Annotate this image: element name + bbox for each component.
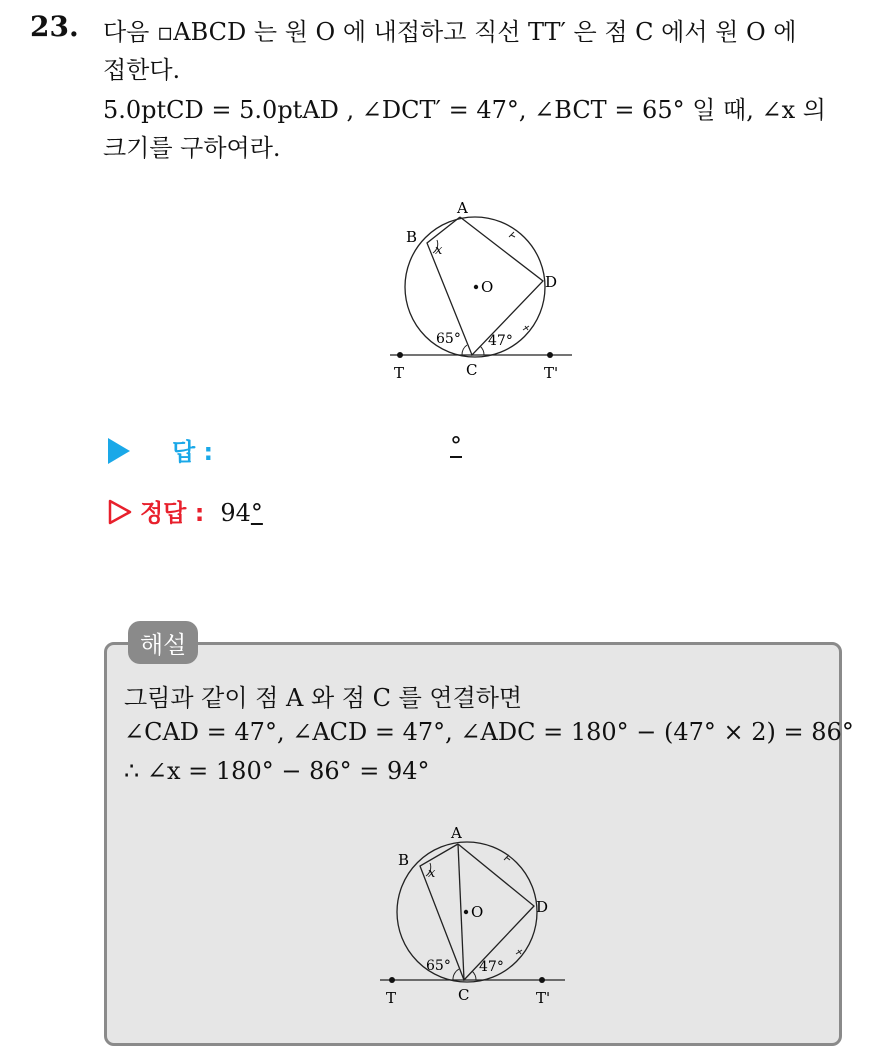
label2-t: T (386, 989, 397, 1007)
question-text-line4: 크기를 구하여라. (103, 134, 281, 162)
label2-o: O (471, 903, 484, 921)
label-x: x (435, 243, 443, 258)
explanation-line2: ∠CAD = 47°, ∠ACD = 47°, ∠ADC = 180° − (47° × 2) = 86° (124, 718, 854, 746)
question-figure (380, 195, 580, 385)
correct-answer-row (108, 493, 263, 528)
label-d: D (545, 273, 558, 291)
segment-ac (458, 844, 464, 980)
label-c: C (466, 361, 478, 379)
label2-a: A (451, 824, 462, 842)
answer-unit: ° (450, 432, 462, 460)
question-text-line1: 다음 ▫ABCD 는 원 O 에 내접하고 직선 TT′ 은 점 C 에서 원 O 에 (103, 18, 797, 46)
explanation-line3: ∴ ∠x = 180° − 86° = 94° (124, 757, 430, 785)
play-icon (108, 438, 130, 464)
correct-label: 정답 : (140, 499, 205, 527)
answer-label: 답 : (172, 438, 214, 466)
explanation-line1: 그림과 같이 점 A 와 점 C 를 연결하면 (124, 684, 523, 712)
label2-c: C (458, 986, 470, 1004)
correct-value: 94° (220, 499, 263, 527)
label-a: A (457, 199, 468, 217)
label-o: O (481, 278, 494, 296)
label2-d: D (536, 898, 549, 916)
explanation-tag: 해설 (128, 621, 198, 664)
question-number: 23. (30, 10, 79, 43)
label-65: 65° (436, 331, 461, 347)
answer-row (108, 432, 213, 467)
question-text-line2: 접한다. (103, 56, 181, 84)
label2-b: B (398, 851, 410, 869)
label-t: T (394, 364, 405, 382)
explanation-figure (370, 818, 570, 1008)
label2-47: 47° (479, 959, 504, 975)
label-b: B (406, 228, 418, 246)
outline-play-icon (108, 499, 132, 525)
label-47: 47° (488, 333, 513, 349)
label2-x: x (428, 866, 436, 881)
label2-t-prime: T' (536, 989, 551, 1007)
label2-65: 65° (426, 958, 451, 974)
question-text-line3: 5.0ptCD = 5.0ptAD , ∠DCT′ = 47°, ∠BCT = 65° 일 때, ∠x 의 (103, 96, 826, 124)
label-t-prime: T' (544, 364, 559, 382)
answer-blank[interactable] (450, 432, 462, 460)
